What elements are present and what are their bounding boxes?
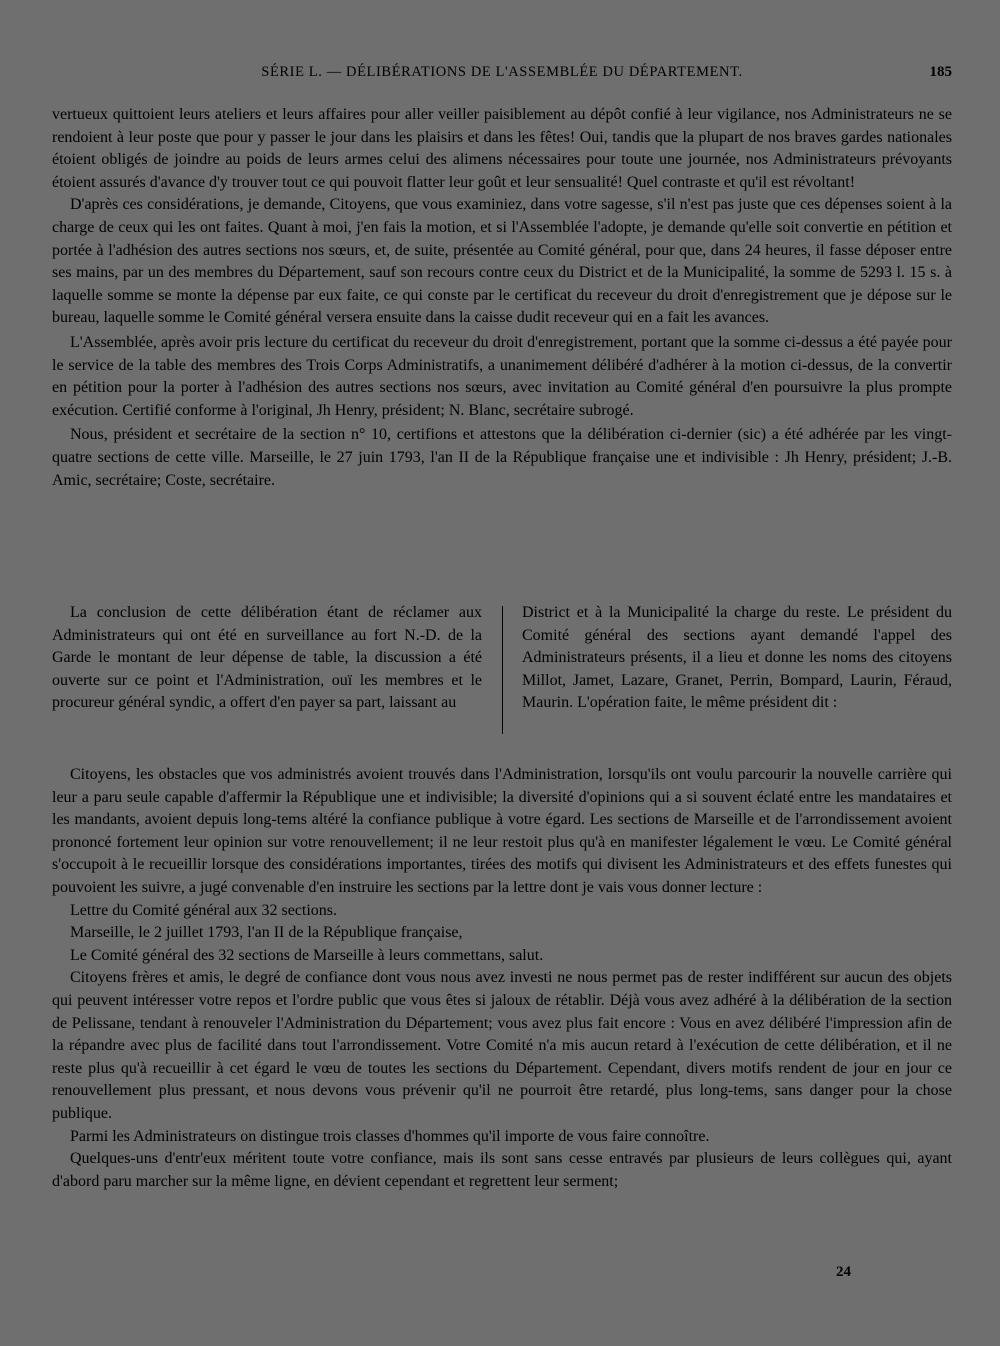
paragraph: Citoyens frères et amis, le degré de confiance dont vous nous avez investi ne nous permet pas de rester indifférent sur aucun des objets qui peuvent intéresser votre repos et l'ordre public que vous êtes si jaloux de rétablir. Déjà vous avez adhéré à la délibération de la section de Pelissane, tendant à renouveler l'Administration du Département; vous avez plus fait encore : Vous en avez délibéré l'impression afin de la répandre avec plus de facilité dans tout l'arrondissement. Votre Comité n'a mis aucun retard à l'exécution de cette délibération, et il ne reste plus qu'à recueillir à cet égard le vœu de toutes les sections du Département. Cependant, divers motifs rendent de jour en jour ce renouvellement plus pressant, et nous devons vous prévenir qu'il ne pourroit être retardé, plus long-tems, sans danger pour la chose publique. <box>52 969 952 1122</box>
bottom-text-block <box>52 764 952 1193</box>
running-title: SÉRIE L. — DÉLIBÉRATIONS DE L'ASSEMBLÉE DU DÉPARTEMENT. <box>261 64 743 80</box>
paragraph: Le Comité général des 32 sections de Marseille à leurs commettans, salut. <box>70 946 544 964</box>
paragraph: Lettre du Comité général aux 32 sections. <box>70 901 338 919</box>
signature-mark: 24 <box>836 1264 851 1280</box>
paragraph: L'Assemblée, après avoir pris lecture du certificat du receveur du droit d'enregistrement, portant que la somme ci-dessus a été payée pour le service de la table des membres des Trois Corps Administratifs, a unanimement délibéré d'adhérer à la motion ci-dessus, de la convertir en pétition pour la porter à l'adhésion des autres sections nos sœurs, avec invitation au Comité général d'en poursuivre la plus prompte exécution. Certifié conforme à l'original, Jh Henry, président; N. Blanc, secrétaire subrogé. <box>52 333 952 419</box>
left-column-text: La conclusion de cette délibération étant de réclamer aux Administrateurs qui ont été en surveillance au fort N.-D. de la Garde le montant de leur dépense de table, la discussion a été ouverte sur ce point et l'Administration, ouï les membres et le procureur général syndic, a offert d'en payer sa part, laissant au <box>52 604 482 712</box>
page-header <box>52 64 952 88</box>
paragraph: vertueux quittoient leurs ateliers et leurs affaires pour aller veiller paisiblement au dépôt confié à leur vigilance, nos Administrateurs ne se rendoient à leur poste que pour y passer le jour dans les plaisirs et dans les fêtes! Oui, tandis que la plupart de nos braves gardes nationales étoient obligés de joindre au poids de leurs armes celui des alimens nécessaires pour toute une journée, nos Administrateurs prévoyants étoient assurés d'avance d'y trouver tout ce qui pouvoit flatter leur goût et leur sensualité! Quel contraste et qu'il est révoltant! <box>52 106 952 191</box>
right-column-text: District et à la Municipalité la charge du reste. Le président du Comité général des sections ayant demandé l'appel des Administrateurs présents, il a lieu et donne les noms des citoyens Millot, Jamet, Lazare, Granet, Perrin, Bompard, Laurin, Féraud, Maurin. L'opération faite, le même président dit : <box>522 604 952 712</box>
paragraph: Parmi les Administrateurs on distingue trois classes d'hommes qu'il importe de vous faire connoître. <box>70 1127 710 1145</box>
paragraph: Citoyens, les obstacles que vos administrés avoient trouvés dans l'Administration, lorsqu'ils ont voulu parcourir la nouvelle carrière qui leur a paru seule capable d'affermir la République une et indivisible; la diversité d'opinions qui a si souvent éclaté entre les mandataires et les mandants, avoient depuis long-tems altéré la confiance publique à votre égard. Les sections de Marseille et de l'arrondissement avoient prononcé fortement leur opinion sur votre renouvellement; il ne leur restoit plus qu'à en manifester légalement le vœu. Le Comité général s'occupoit à le recueillir lorsque des considérations importantes, tirées des motifs qui divisent les Administrateurs et des effets funestes qui pouvoient les suivre, a jugé convenable d'en instruire les sections par la lettre dont je vais vous donner lecture : <box>52 766 952 896</box>
two-column-section <box>52 602 952 742</box>
column-divider <box>502 606 503 734</box>
top-text-block <box>52 104 952 492</box>
paragraph: Marseille, le 2 juillet 1793, l'an II de la République française, <box>70 924 463 942</box>
paragraph: Quelques-uns d'entr'eux méritent toute votre confiance, mais ils sont sans cesse entravés par plusieurs de leurs collègues qui, ayant d'abord paru marcher sur la même ligne, en dévient cependant et regrettent leur serment; <box>52 1150 952 1190</box>
page-number: 185 <box>929 64 952 80</box>
right-column <box>522 602 952 715</box>
left-column <box>52 602 482 715</box>
paragraph: Nous, président et secrétaire de la section n° 10, certifions et attestons que la délibération ci-dernier (sic) a été adhérée par les vingt-quatre sections de cette ville. Marseille, le 27 juin 1793, l'an II de la République française une et indivisible : Jh Henry, président; J.-B. Amic, secrétaire; Coste, secrétaire. <box>52 426 952 489</box>
paragraph: D'après ces considérations, je demande, Citoyens, que vous examiniez, dans votre sagesse, s'il n'est pas juste que ces dépenses soient à la charge de ceux qui les ont faites. Quant à moi, j'en fais la motion, et si l'Assemblée l'adopte, je demande qu'elle soit convertie en pétition et portée à l'adhésion des autres sections nos sœurs, et, de suite, présentée au Comité général, pour que, dans 24 heures, il fasse déposer entre ses mains, par un des membres du Département, sauf son recours contre ceux du District et de la Municipalité, la somme de 5293 l. 15 s. à laquelle somme se monte la dépense par eux faite, ce qui conste par le certificat du receveur du droit d'enregistrement que je dépose sur le bureau, laquelle somme le Comité général versera ensuite dans la caisse dudit receveur qui en a fait les avances. <box>52 196 952 327</box>
